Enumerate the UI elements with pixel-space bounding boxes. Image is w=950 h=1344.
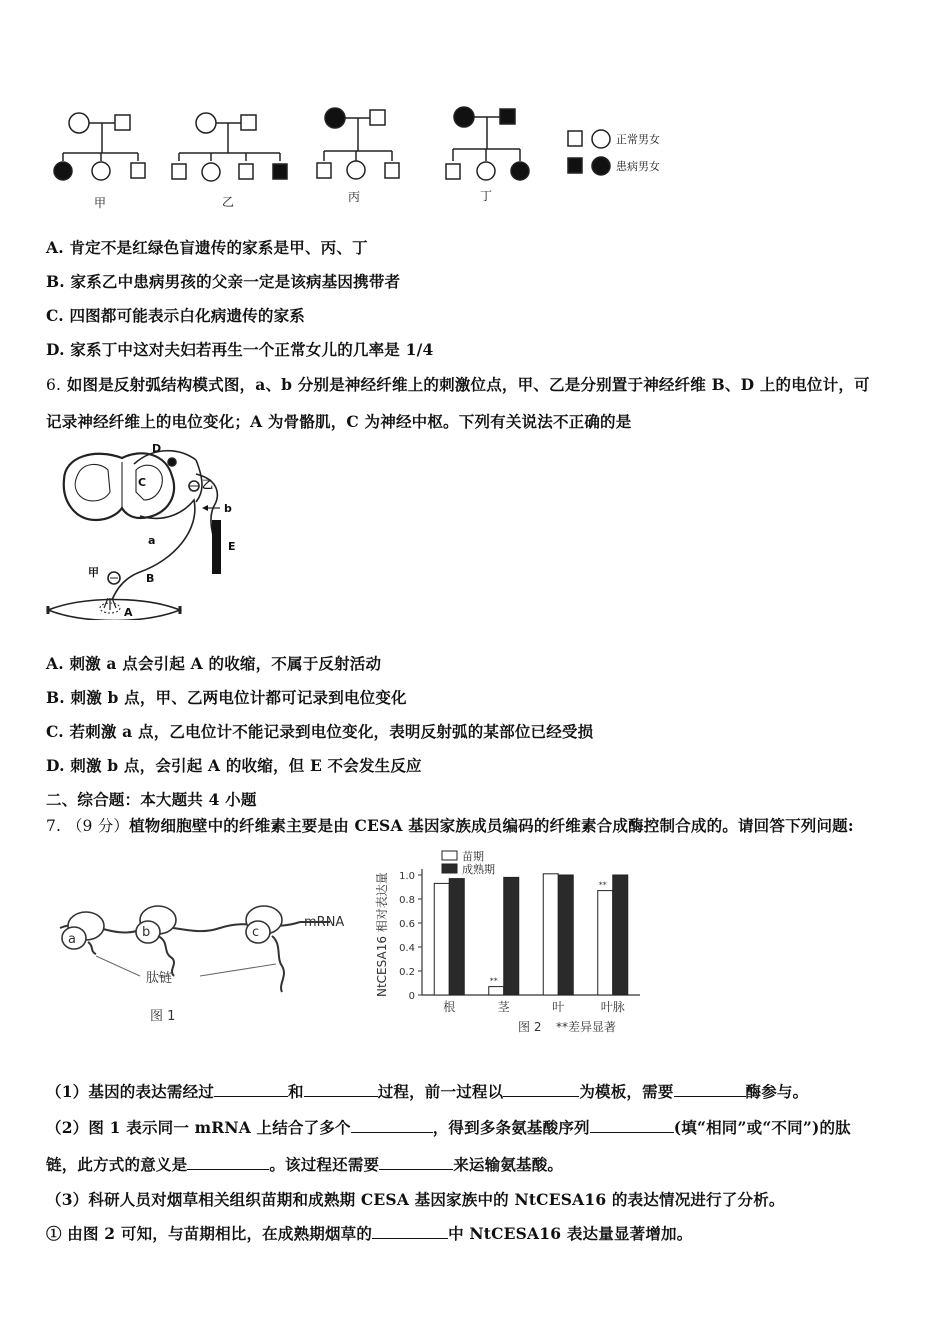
peptide-chain-label: 肽链 xyxy=(146,971,173,986)
chart-significance-mark: ** xyxy=(489,976,498,986)
q7-sub1-blank-2[interactable] xyxy=(304,1082,378,1097)
q6-option-d: D. 刺激 b 点，会引起 A 的收缩，但 E 不会发生反应 xyxy=(46,756,422,775)
reflex-label-aa: A xyxy=(124,606,133,619)
chart-y-tick-label: 0.8 xyxy=(399,895,415,906)
q7-sub2-blank-2[interactable] xyxy=(590,1118,674,1133)
q7-sub1-blank-4[interactable] xyxy=(674,1082,746,1097)
q5-option-a: A. 肯定不是红绿色盲遗传的家系是甲、丙、丁 xyxy=(46,238,368,257)
pedigree-label-ding: 丁 xyxy=(480,189,493,203)
chart-bar-seedling xyxy=(598,891,613,995)
pedigree-label-jia: 甲 xyxy=(94,196,107,210)
chart-bar-mature xyxy=(449,879,464,995)
chart-bar-mature xyxy=(613,875,628,995)
reflex-label-e: E xyxy=(228,540,236,553)
q5-option-b: B. 家系乙中患病男孩的父亲一定是该病基因携带者 xyxy=(46,272,401,291)
legend-label-seedling: 苗期 xyxy=(462,850,484,863)
q7-sub3-1-blank-1[interactable] xyxy=(372,1224,448,1239)
chart-y-tick-label: 0.2 xyxy=(399,967,415,978)
q7-sub2-blank-1[interactable] xyxy=(351,1118,433,1133)
q6-option-c: C. 若刺激 a 点，乙电位计不能记录到电位变化，表明反射弧的某部位已经受损 xyxy=(46,722,594,741)
mrna-label: mRNA xyxy=(304,915,345,930)
figure-2-note: **差异显著 xyxy=(556,1020,617,1034)
chart-legend xyxy=(442,849,495,876)
reflex-arc-figure xyxy=(44,440,264,620)
q7-figure-2-chart xyxy=(370,845,660,1045)
legend-label-mature: 成熟期 xyxy=(462,863,495,876)
q7-sub1-blank-3[interactable] xyxy=(503,1082,579,1097)
reflex-label-d: D xyxy=(152,442,162,455)
q7-sub3: （3）科研人员对烟草相关组织苗期和成熟期 CESA 基因家族中的 NtCESA16 的表达情况进行了分析。 xyxy=(46,1190,785,1209)
ribosome-b-label: b xyxy=(142,925,151,940)
chart-bar-mature xyxy=(504,877,519,995)
reflex-label-b: b xyxy=(224,502,232,515)
legend-swatch-mature xyxy=(442,864,457,873)
q5-option-c: C. 四图都可能表示白化病遗传的家系 xyxy=(46,306,305,325)
reflex-label-yi: 乙 xyxy=(202,478,213,491)
q7-figure-1 xyxy=(50,880,370,1030)
chart-bar-seedling xyxy=(434,883,449,995)
q7-sub1-blank-1[interactable] xyxy=(214,1082,288,1097)
q7-sub3-1: ① 由图 2 可知，与苗期相比，在成熟期烟草的 中 NtCESA16 表达量显著增加。 xyxy=(46,1224,693,1243)
q6-stem-line2: 记录神经纤维上的电位变化；A 为骨骼肌，C 为神经中枢。下列有关说法不正确的是 xyxy=(46,412,632,431)
q6-option-a: A. 刺激 a 点会引起 A 的收缩，不属于反射活动 xyxy=(46,654,382,673)
reflex-label-bb: B xyxy=(146,572,155,585)
legend-swatch-seedling xyxy=(442,851,457,860)
q7-stem: 7. （9 分）植物细胞壁中的纤维素主要是由 CESA 基因家族成员编码的纤维素合成酶控制合成的。请回答下列问题: xyxy=(46,816,854,835)
figure-1-caption: 图 1 xyxy=(150,1009,176,1024)
pedigree-family-jia xyxy=(54,113,145,180)
pedigree-family-ding xyxy=(446,107,529,180)
pedigree-family-bing xyxy=(317,108,399,179)
q7-sub2-blank-4[interactable] xyxy=(379,1155,453,1170)
pedigree-figure xyxy=(40,95,690,215)
chart-x-tick-label: 叶脉 xyxy=(600,1000,625,1014)
legend-normal-label: 正常男女 xyxy=(616,133,660,146)
chart-bars xyxy=(434,874,628,995)
ribosome-a-label: a xyxy=(68,932,76,947)
chart-y-axis-label: NtCESA16 相对表达量 xyxy=(375,872,389,997)
q6-option-b: B. 刺激 b 点，甲、乙两电位计都可记录到电位变化 xyxy=(46,688,407,707)
chart-y-tick-label: 0.6 xyxy=(399,919,415,930)
chart-y-tick-label: 0 xyxy=(408,991,415,1002)
section-2-title: 二、综合题：本大题共 4 小题 xyxy=(46,790,257,809)
chart-bar-mature xyxy=(558,875,573,995)
chart-significance-mark: ** xyxy=(598,880,607,890)
chart-bar-seedling xyxy=(543,874,558,995)
legend-affected-label: 患病男女 xyxy=(616,160,660,173)
q5-option-d: D. 家系丁中这对夫妇若再生一个正常女儿的几率是 1/4 xyxy=(46,340,434,359)
chart-x-tick-label: 茎 xyxy=(497,1000,510,1014)
chart-y-tick-label: 0.4 xyxy=(399,943,415,954)
chart-x-tick-label: 叶 xyxy=(552,1000,565,1014)
chart-y-tick-label: 1.0 xyxy=(399,871,415,882)
q7-sub2-line2: 链，此方式的意义是 。该过程还需要 来运输氨基酸。 xyxy=(46,1155,564,1174)
pedigree-legend xyxy=(568,130,610,175)
q7-sub2-line1: （2）图 1 表示同一 mRNA 上结合了多个 ，得到多条氨基酸序列 (填“相同”或“不同”)的肽 xyxy=(46,1118,851,1137)
chart-bar-seedling xyxy=(489,987,504,995)
chart-x-tick-label: 根 xyxy=(443,1000,456,1014)
reflex-label-a: a xyxy=(148,534,156,547)
q7-sub2-blank-3[interactable] xyxy=(187,1155,269,1170)
figure-2-caption: 图 2 xyxy=(518,1020,542,1034)
reflex-label-c: C xyxy=(138,476,147,489)
reflex-label-jia: 甲 xyxy=(88,566,99,579)
pedigree-label-bing: 丙 xyxy=(348,190,361,204)
q6-stem-line1: 6. 如图是反射弧结构模式图，a、b 分别是神经纤维上的刺激位点，甲、乙是分别置于神经纤维 B、D 上的电位计，可 xyxy=(46,375,870,394)
ribosome-c-label: c xyxy=(252,925,260,940)
pedigree-label-yi: 乙 xyxy=(222,195,235,209)
q7-sub1: （1）基因的表达需经过 和 过程，前一过程以 为模板，需要 酶参与。 xyxy=(46,1082,809,1101)
pedigree-family-yi xyxy=(172,113,287,181)
